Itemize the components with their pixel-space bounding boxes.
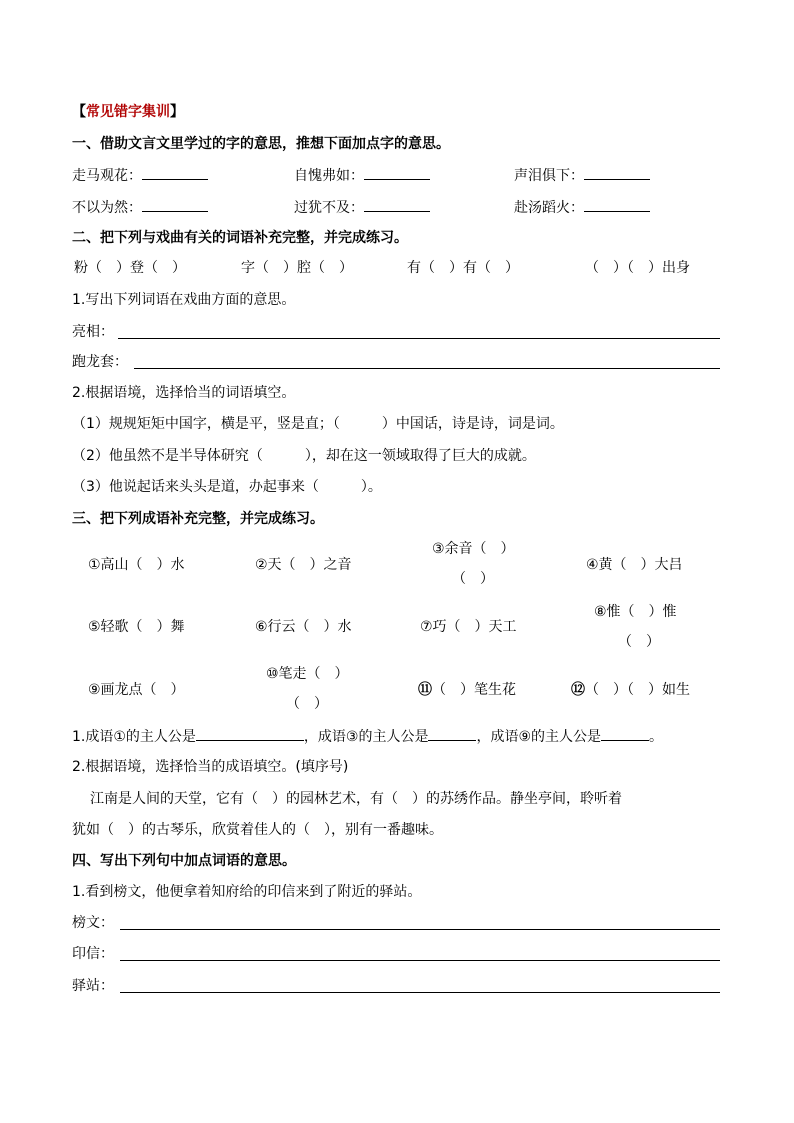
idiom-8: ⑧惟（ ）惟 [594, 604, 677, 620]
idiom-3: ③余音（ ） [432, 541, 515, 557]
s1-item-2: 自愧弗如： [294, 165, 430, 186]
answer-line[interactable] [120, 992, 720, 993]
idiom-4: ④黄（ ）大吕 [586, 557, 683, 573]
answer-blank[interactable] [196, 726, 304, 741]
s1-item-1: 走马观花： [72, 165, 208, 186]
idiom-6: ⑥行云（ ）水 [255, 619, 352, 635]
s1-item-3: 声泪俱下： [514, 165, 650, 186]
idiom-10: ⑩笔走（ ） [266, 666, 349, 682]
answer-blank[interactable] [142, 165, 208, 180]
answer-blank[interactable] [428, 726, 476, 741]
s3-question-1: 1.成语①的主人公是 ，成语③的主人公是 ，成语⑨的主人公是 。 [72, 726, 663, 747]
s3-q2-paragraph-line-2: 犹如（ ）的古琴乐，欣赏着佳人的（ ），别有一番趣味。 [72, 822, 443, 838]
s2-q1-label-2: 跑龙套： [72, 354, 128, 370]
answer-line[interactable] [120, 929, 720, 930]
answer-blank[interactable] [142, 197, 208, 212]
s1-item-5: 过犹不及： [294, 197, 430, 218]
section-3-heading: 三、把下列成语补充完整，并完成练习。 [72, 511, 324, 527]
answer-blank[interactable] [364, 197, 430, 212]
s3-question-2: 2.根据语境，选择恰当的成语填空。(填序号) [72, 759, 349, 775]
s3-q2-paragraph-line-1: 江南是人间的天堂，它有（ ）的园林艺术，有（ ）的苏绣作品。静坐亭间，聆听着 [90, 791, 622, 807]
s2-q2-item-1: （1）规规矩矩中国字，横是平，竖是直；（ ）中国话，诗是诗，词是词。 [72, 416, 564, 432]
answer-blank[interactable] [584, 197, 650, 212]
idiom-3-cont: （ ） [452, 571, 494, 587]
s4-label-3: 驿站： [72, 978, 114, 994]
s4-label-2: 印信： [72, 946, 114, 962]
section-2-heading: 二、把下列与戏曲有关的词语补充完整，并完成练习。 [72, 230, 408, 246]
idiom-10-cont: （ ） [286, 696, 328, 712]
s4-sentence: 1.看到榜文，他便拿着知府给的印信来到了附近的驿站。 [72, 884, 422, 900]
idiom-2: ②天（ ）之音 [255, 557, 352, 573]
answer-blank[interactable] [364, 165, 430, 180]
page-title-text: 常见错字集训 [86, 104, 170, 120]
s2-q2-item-2: （2）他虽然不是半导体研究（ ），却在这一领域取得了巨大的成就。 [72, 448, 536, 464]
s4-label-1: 榜文： [72, 915, 114, 931]
s2-question-2: 2.根据语境，选择恰当的词语填空。 [72, 385, 296, 401]
s2-question-1: 1.写出下列词语在戏曲方面的意思。 [72, 292, 296, 308]
s2-q1-label-1: 亮相： [72, 324, 114, 340]
section-4-heading: 四、写出下列句中加点词语的意思。 [72, 853, 296, 869]
s1-item-6: 赴汤蹈火： [514, 197, 650, 218]
s2-q2-item-3: （3）他说起话来头头是道，办起事来（ ）。 [72, 479, 382, 495]
s2-word-4: （ ）（ ）出身 [585, 260, 690, 276]
s2-word-2: 字（ ）腔（ ） [241, 260, 353, 276]
idiom-9: ⑨画龙点（ ） [88, 682, 185, 698]
s2-word-3: 有（ ）有（ ） [407, 260, 519, 276]
s2-word-1: 粉（ ）登（ ） [74, 260, 186, 276]
answer-line[interactable] [120, 960, 720, 961]
idiom-7: ⑦巧（ ）天工 [420, 619, 517, 635]
idiom-5: ⑤轻歌（ ）舞 [88, 619, 185, 635]
answer-line[interactable] [118, 338, 720, 339]
idiom-11: ⑪（ ）笔生花 [418, 682, 516, 698]
idiom-12: ⑫（ ）（ ）如生 [571, 682, 690, 698]
answer-blank[interactable] [601, 726, 649, 741]
idiom-8-cont: （ ） [618, 634, 660, 650]
answer-line[interactable] [134, 368, 720, 369]
idiom-1: ①高山（ ）水 [88, 557, 185, 573]
section-1-heading: 一、借助文言文里学过的字的意思，推想下面加点字的意思。 [72, 136, 450, 152]
s1-item-4: 不以为然： [72, 197, 208, 218]
page-title: 【常见错字集训】 [72, 104, 184, 120]
answer-blank[interactable] [584, 165, 650, 180]
